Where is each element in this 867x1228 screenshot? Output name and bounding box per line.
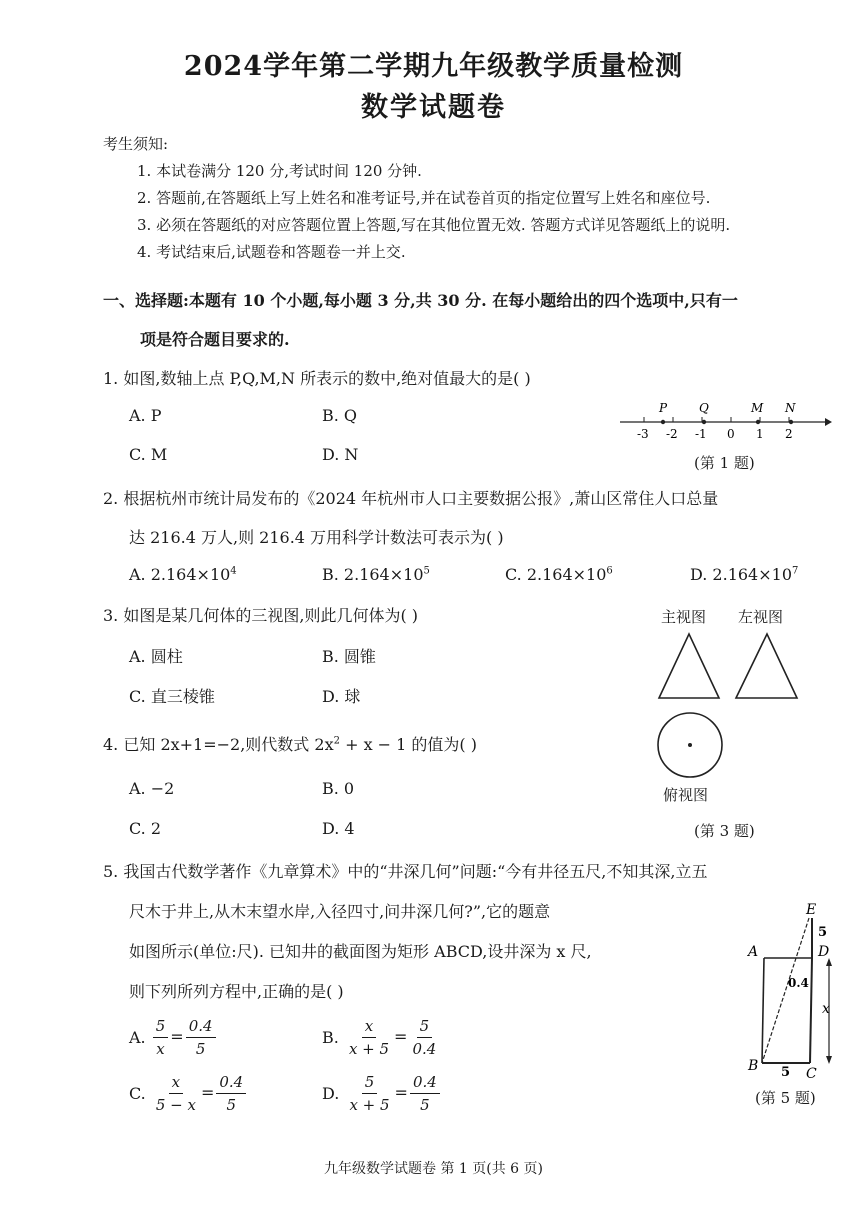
- question-5-stem-3: 如图所示(单位:尺). 已知井的截面图为矩形 ABCD,设井深为 x 尺,: [129, 942, 592, 961]
- note-2: 2. 答题前,在答题纸上写上姓名和准考证号,并在试卷首页的指定位置写上姓名和座位号.: [137, 189, 711, 207]
- top-view-label: 俯视图: [663, 786, 709, 804]
- q5-option-c: C. $\frac{x}{5 - x}$ = $\frac{0.4}{5}$: [129, 1073, 248, 1114]
- question-2-stem-cont: 达 216.4 万人,则 216.4 万用科学计数法可表示为( ): [129, 528, 504, 547]
- question-4-stem: 4. 已知 2x+1=−2,则代数式 $2x^2 + x - 1$ 的值为( ): [103, 735, 478, 754]
- q4-option-c: C. 2: [129, 819, 162, 838]
- len-top: 5: [818, 925, 828, 940]
- q3-option-d: D. 球: [322, 687, 361, 706]
- tick-label: 1: [756, 427, 764, 441]
- side-view-triangle: [736, 634, 797, 698]
- top-view-center: [688, 743, 692, 747]
- q3-option-b: B. 圆锥: [322, 647, 376, 666]
- tick-label: 0: [727, 427, 735, 441]
- q1-option-c: C. M: [129, 445, 168, 464]
- question-5-stem-2: 尺木于井上,从木末望水岸,入径四寸,问井深几何?”,它的题意: [129, 902, 551, 921]
- q1-option-d: D. N: [322, 445, 359, 464]
- q3-option-a: A. 圆柱: [129, 647, 183, 666]
- q2-option-b: B. $2.164\times 10^5$: [322, 565, 430, 584]
- notes-heading: 考生须知:: [103, 135, 169, 153]
- label-c: C: [806, 1066, 817, 1082]
- exam-subtitle: 数学试题卷: [361, 92, 506, 123]
- figure-3-caption: (第 3 题): [694, 822, 755, 840]
- tick-label: 2: [785, 427, 793, 441]
- exam-title: 2024学年第二学期九年级教学质量检测: [183, 51, 684, 82]
- point-label: Q: [699, 401, 709, 415]
- front-view-triangle: [659, 634, 719, 698]
- number-line-figure: [615, 395, 835, 445]
- q2-option-a: A. $2.164\times 10^4$: [129, 565, 237, 584]
- point-p: [661, 420, 665, 424]
- point-n: [789, 420, 793, 424]
- label-b: B: [748, 1058, 759, 1074]
- q5-option-a: A. $\frac{5}{x}$ = $\frac{0.4}{5}$: [129, 1017, 218, 1058]
- question-3-stem: 3. 如图是某几何体的三视图,则此几何体为( ): [103, 606, 419, 625]
- figure-5-caption: (第 5 题): [755, 1089, 816, 1107]
- question-2-stem: 2. 根据杭州市统计局发布的《2024 年杭州市人口主要数据公报》,萧山区常住人口总量: [103, 489, 719, 508]
- q3-option-c: C. 直三棱锥: [129, 687, 215, 706]
- figure-1-caption: (第 1 题): [694, 454, 755, 472]
- side-view-label: 左视图: [738, 608, 784, 626]
- question-5-stem-4: 则下列所列方程中,正确的是( ): [129, 982, 344, 1001]
- tick-label: -2: [666, 427, 678, 441]
- point-label: P: [659, 401, 668, 415]
- note-1: 1. 本试卷满分 120 分,考试时间 120 分钟.: [137, 162, 422, 180]
- label-a: A: [748, 944, 759, 960]
- question-1-stem: 1. 如图,数轴上点 P,Q,M,N 所表示的数中,绝对值最大的是( ): [103, 369, 531, 388]
- label-d: D: [818, 944, 830, 960]
- question-5-stem: 5. 我国古代数学著作《九章算术》中的“井深几何”问题:“今有井径五尺,不知其深,立五: [103, 862, 708, 881]
- tick-label: -3: [637, 427, 649, 441]
- note-4: 4. 考试结束后,试题卷和答题卷一并上交.: [137, 243, 406, 261]
- len-inner: 0.4: [788, 976, 809, 990]
- point-label: M: [751, 401, 764, 415]
- q4-option-a: A. −2: [129, 779, 175, 798]
- point-m: [756, 420, 760, 424]
- q5-option-b: B. $\frac{x}{x + 5}$ = $\frac{5}{0.4}$: [322, 1017, 437, 1058]
- q2-option-d: D. $2.164\times 10^7$: [690, 565, 799, 584]
- q1-option-b: B. Q: [322, 406, 358, 425]
- section-header: 一、选择题:本题有 10 个小题,每小题 3 分,共 30 分. 在每小题给出的四个选项中,只有一: [103, 291, 738, 310]
- three-views-figure: [650, 628, 810, 803]
- q2-option-c: C. $2.164\times 10^6$: [505, 565, 613, 584]
- point-label: N: [785, 401, 796, 415]
- front-view-label: 主视图: [661, 608, 707, 626]
- q5-option-d: D. $\frac{5}{x + 5}$ = $\frac{0.4}{5}$: [322, 1073, 442, 1114]
- q4-option-b: B. 0: [322, 779, 355, 798]
- note-3: 3. 必须在答题纸的对应答题位置上答题,写在其他位置无效. 答题方式详见答题纸上的说明.: [137, 216, 731, 234]
- len-depth: x: [822, 1001, 830, 1017]
- tick-label: -1: [695, 427, 707, 441]
- point-q: [702, 420, 706, 424]
- len-bottom: 5: [781, 1065, 791, 1080]
- well-figure: [740, 900, 850, 1090]
- q4-option-d: D. 4: [322, 819, 355, 838]
- q1-option-a: A. P: [129, 406, 162, 425]
- section-header-cont: 项是符合题目要求的.: [140, 330, 290, 349]
- page-footer: 九年级数学试题卷 第 1 页(共 6 页): [324, 1161, 543, 1177]
- label-e: E: [806, 902, 817, 918]
